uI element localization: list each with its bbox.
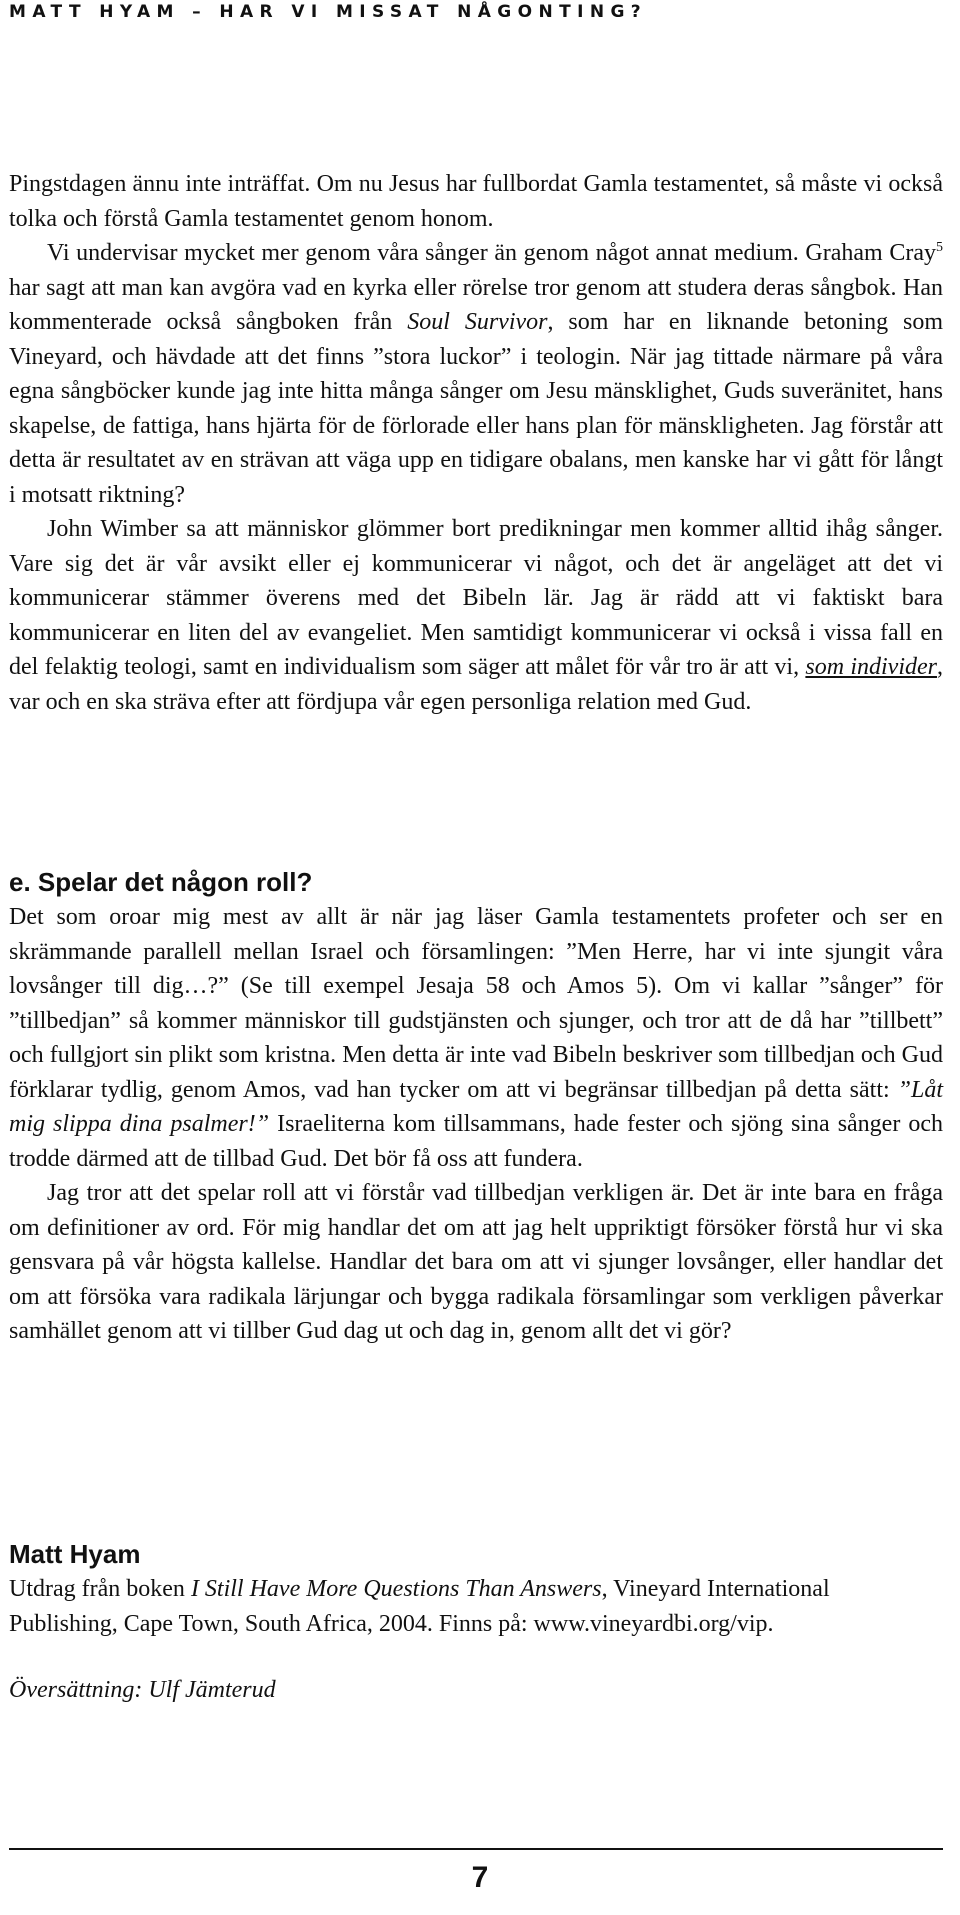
paragraph: John Wimber sa att människor glömmer bort predikningar men kommer alltid ihåg sånger. Vare sig det är vår avsikt eller ej kommunicerar vi något, och det är angeläget att det vi kommunicerar stämmer överens med det Bibeln lär. Jag är rädd att vi faktiskt bara kommunicerar en liten del av evangeliet. Men samtidigt kommunicerar vi också i vissa fall en del felaktig teologi, samt en individualism som säger att målet för vår tro är att vi, som individer, var och en ska sträva efter att fördjupa vår egen personliga relation med Gud. xyxy=(9,516,943,715)
section-heading: e. Spelar det någon roll? xyxy=(9,867,313,897)
emphasis: som individer xyxy=(805,654,937,680)
quote: ”Låt mig slippa dina psalmer!” xyxy=(9,1076,943,1137)
running-header: MATT HYAM – HAR VI MISSAT NÅGONTING? xyxy=(9,2,648,22)
body-text xyxy=(9,167,943,719)
paragraph: Pingstdagen ännu inte inträffat. Om nu Jesus har fullbordat Gamla testamentet, så måste vi också tolka och förstå Gamla testamentet genom honom. xyxy=(9,171,943,232)
source-citation: Utdrag från boken I Still Have More Questions Than Answers, Vineyard International Publishing, Cape Town, South Africa, 2004. Finns på: www.vineyardbi.org/vip. xyxy=(9,1576,830,1637)
footer-divider xyxy=(9,1848,943,1850)
translation-credit: Översättning: Ulf Jämterud xyxy=(9,1677,276,1703)
paragraph: Det som oroar mig mest av allt är när jag läser Gamla testamentets profeter och ser en skrämmande parallell mellan Israel och församlingen: ”Men Herre, har vi inte sjungit våra lovsånger till dig…?” (Se till exempel Jesaja 58 och Amos 5). Om vi kallar ”sånger” för ”tillbedjan” så kommer människor till gudstjänsten och sjunger, och tror att de då har ”tillbett” och fullgjort sin plikt som kristna. Men detta är inte vad Bibeln beskriver som tillbedjan och Gud förklarar tydlig, genom Amos, vad han tycker om att vi begränsar tillbedjan på detta sätt: ”Låt mig slippa dina psalmer!” Israeliterna kom tillsammans, hade fester och sjöng sina sånger och trodde därmed att de tillbad Gud. Det bör få oss att fundera. xyxy=(9,904,943,1172)
paragraph: Jag tror att det spelar roll att vi förstår vad tillbedjan verkligen är. Det är inte bara en fråga om definitioner av ord. För mig handlar det om att jag helt uppriktigt försöker förstå hur vi ska gensvara på vår högsta kallelse. Handlar det bara om att vi sjunger lovsånger, eller handlar det om att försöka vara radikala lärjungar och bygga radikala församlingar som verkligen påverkar samhället genom att vi tillber Gud dag ut och dag in, genom allt det vi gör? xyxy=(9,1180,943,1344)
author-name: Matt Hyam xyxy=(9,1539,141,1569)
page-number: 7 xyxy=(471,1861,489,1894)
book-title: I Still Have More Questions Than Answers xyxy=(190,1576,602,1602)
book-title: Soul Survivor xyxy=(407,309,548,335)
footnote-marker: 5 xyxy=(936,240,943,255)
section-body xyxy=(9,900,943,1349)
paragraph: Vi undervisar mycket mer genom våra sånger än genom något annat medium. Graham Cray$^5$ har sagt att man kan avgöra vad en kyrka eller rörelse tror genom att studera deras sångbok. Han kommenterade också sångboken från Soul Survivor, som har en liknande betoning som Vineyard, och hävdade att det finns ”stora luckor” i teologin. När jag tittade närmare på våra egna sångböcker kunde jag inte hitta många sånger om Jesu mänsklighet, Guds suveränitet, hans skapelse, de fattiga, hans hjärta för de förlorade eller hans plan för mänskligheten. Jag förstår att detta är resultatet av en strävan att väga upp en tidigare obalans, men kanske har vi gått för långt i motsatt riktning? xyxy=(9,240,943,508)
